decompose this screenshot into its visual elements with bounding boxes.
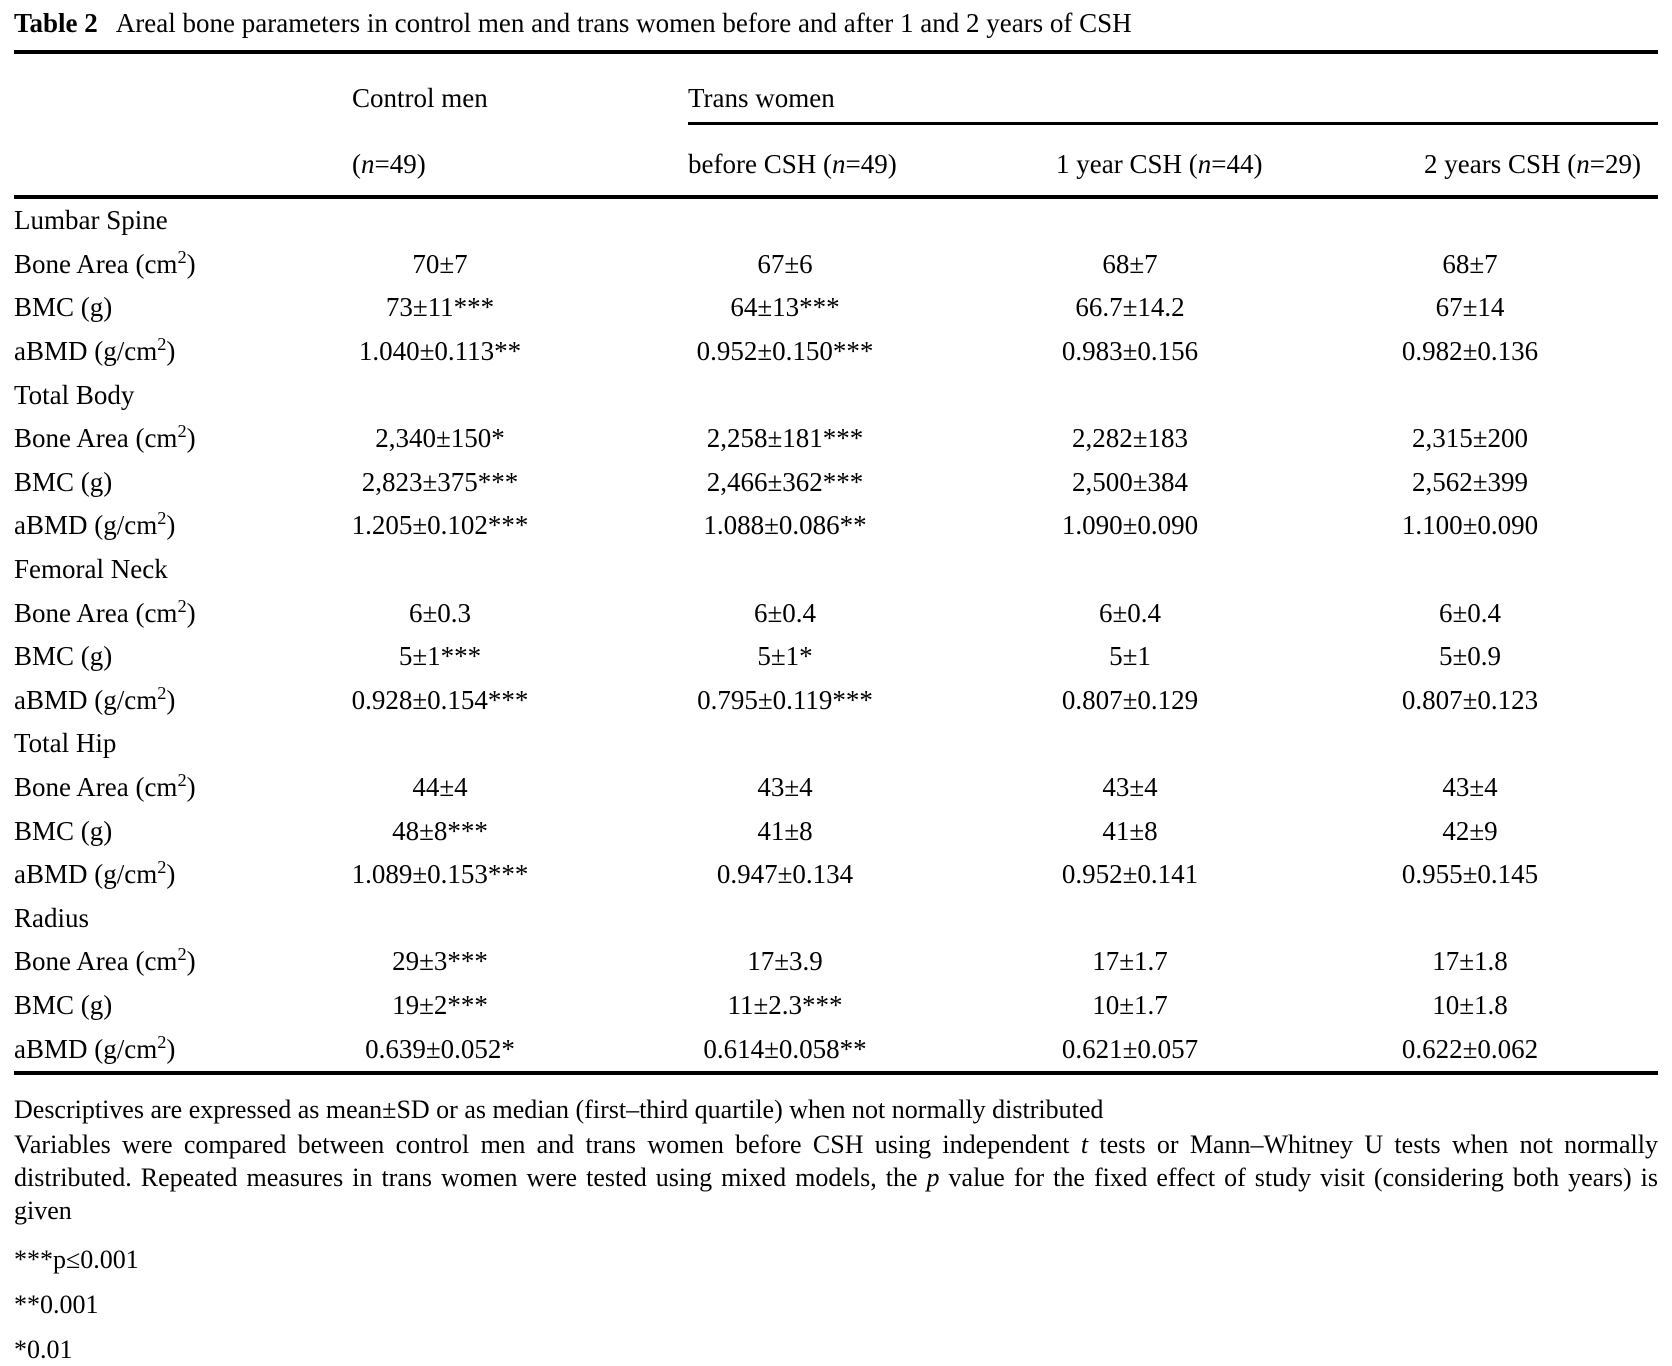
one-year-csh-header: 1 year CSH (n=44) (960, 125, 1300, 197)
cell-value: 0.639±0.052* (270, 1027, 610, 1073)
footnote-statistical-methods: Variables were compared between control men and trans women before CSH using independent t tests or Mann–Whitney U tests when not normally distributed. Repeated measures in trans women were tested using mixed models, the p value for the fixed effect of study visit (considering both years) is given (14, 1129, 1659, 1225)
group-header-row (14, 52, 1658, 125)
cell-value: 42±9 (1442, 815, 1498, 846)
table-row (14, 766, 1658, 810)
trans-women-header-cell (610, 52, 1658, 125)
section-row (14, 548, 1658, 592)
cell-value: 43±4 (1102, 772, 1158, 803)
cell-value: 17±1.7 (1092, 946, 1168, 977)
trans-women-header: Trans women (688, 83, 1658, 125)
empty-header-cell (14, 52, 270, 125)
cell-value: 5±1*** (398, 641, 482, 672)
cell-value: 0.955±0.145 (1401, 859, 1539, 890)
row-label: Bone Area $(cm^2)$ (14, 595, 196, 628)
footnote-p-05: *0.01 (14, 1334, 73, 1364)
cell-value: 2,466±362*** (706, 466, 864, 497)
table-header (14, 52, 1658, 197)
cell-value: 0.928±0.154*** (351, 684, 529, 715)
row-label: BMC (g) (14, 641, 113, 672)
cell-value: 2,282±183 (1071, 423, 1189, 454)
cell-value: 0.982±0.136 (1401, 336, 1539, 367)
cell-value: 2,258±181*** (706, 423, 864, 454)
table-row (14, 461, 1658, 505)
cell-value: 64±13*** (730, 292, 840, 323)
cell-value: 2,315±200 (1411, 423, 1529, 454)
table-footnotes (14, 1093, 1658, 1366)
cell-value: 41±8 (1102, 815, 1158, 846)
cell-value: 44±4 (412, 772, 468, 803)
row-label: BMC (g) (14, 292, 113, 323)
cell-value: 29±3*** (392, 946, 488, 977)
cell-value: 6±0.4 (1438, 597, 1502, 628)
footnote-descriptives: Descriptives are expressed as mean±SD or as median (first–third quartile) when not normally distributed (14, 1094, 1104, 1124)
section-label: Lumbar Spine (14, 205, 168, 236)
cell-value: 41±8 (757, 815, 813, 846)
table-number: Table 2 (14, 8, 98, 38)
table-row (14, 286, 1658, 330)
cell-value: 66.7±14.2 (1075, 292, 1185, 323)
footnote-p-01: **0.001 (14, 1289, 99, 1319)
cell-value: 0.614±0.058** (610, 1027, 960, 1073)
cell-value: 0.795±0.119*** (697, 684, 873, 715)
cell-value: 1.090±0.090 (1061, 510, 1199, 541)
table-caption (14, 6, 1658, 40)
cell-value: 0.621±0.057 (960, 1027, 1300, 1073)
table-row (14, 853, 1658, 897)
cell-value: 68±7 (1442, 248, 1498, 279)
cell-value: 43±4 (1442, 772, 1498, 803)
table-row (14, 940, 1658, 984)
row-label: aBMD $(g/cm^2)$ (14, 508, 176, 541)
cell-value: 68±7 (1102, 248, 1158, 279)
table-row (14, 504, 1658, 548)
cell-value: 17±3.9 (747, 946, 823, 977)
section-label: Radius (14, 902, 90, 933)
cell-value: 19±2*** (392, 989, 488, 1020)
table-row (14, 591, 1658, 635)
subheader-row (14, 125, 1658, 197)
cell-value: 6±0.4 (1098, 597, 1162, 628)
table-body (14, 197, 1658, 1073)
row-label: BMC (g) (14, 466, 113, 497)
section-row (14, 722, 1658, 766)
cell-value: 0.622±0.062 (1300, 1027, 1658, 1073)
cell-value: 0.807±0.123 (1401, 684, 1539, 715)
section-row (14, 197, 1658, 243)
row-label: Bone Area $(cm^2)$ (14, 246, 196, 279)
row-label: aBMD $(g/cm^2)$ (14, 682, 176, 715)
cell-value: 2,500±384 (1071, 466, 1189, 497)
cell-value: 6±0.3 (408, 597, 472, 628)
cell-value: 73±11*** (385, 292, 495, 323)
bone-parameters-table (14, 50, 1658, 1075)
table-row (14, 417, 1658, 461)
section-row (14, 897, 1658, 941)
cell-value: 2,562±399 (1411, 466, 1529, 497)
table-row (14, 243, 1658, 287)
section-label: Total Hip (14, 728, 117, 759)
cell-value: 1.040±0.113** (358, 336, 522, 367)
table-row (14, 330, 1658, 374)
cell-value: 1.100±0.090 (1401, 510, 1539, 541)
table-row (14, 635, 1658, 679)
section-label: Total Body (14, 379, 135, 410)
cell-value: 67±14 (1435, 292, 1505, 323)
cell-value: 17±1.8 (1432, 946, 1508, 977)
cell-value: 10±1.8 (1432, 989, 1508, 1020)
table-row (14, 809, 1658, 853)
cell-value: 10±1.7 (1092, 989, 1168, 1020)
cell-value: 0.807±0.129 (1061, 684, 1199, 715)
cell-value: 0.952±0.141 (1061, 859, 1199, 890)
row-label: aBMD $(g/cm^2)$ (14, 857, 176, 890)
section-label: Femoral Neck (14, 554, 168, 585)
row-label: Bone Area $(cm^2)$ (14, 770, 196, 803)
cell-value: 1.088±0.086** (703, 510, 867, 541)
cell-value: 5±1 (1109, 641, 1151, 672)
table-caption-text: Areal bone parameters in control men and trans women before and after 1 and 2 years of CSH (115, 8, 1132, 38)
control-men-n-header: (n=49) (270, 125, 610, 197)
control-men-header: Control men (352, 83, 488, 113)
row-label: aBMD $(g/cm^2)$ (14, 1027, 270, 1073)
cell-value: 70±7 (412, 248, 468, 279)
cell-value: 5±0.9 (1438, 641, 1502, 672)
table-row (14, 1027, 1658, 1073)
row-label: aBMD $(g/cm^2)$ (14, 334, 176, 367)
cell-value: 1.089±0.153*** (351, 859, 529, 890)
table-row (14, 679, 1658, 723)
cell-value: 2,340±150* (375, 423, 505, 454)
row-label: BMC (g) (14, 989, 113, 1020)
cell-value: 6±0.4 (753, 597, 817, 628)
footnote-p-001: ***p≤0.001 (14, 1244, 139, 1274)
table-row (14, 984, 1658, 1028)
empty-header-cell (14, 125, 270, 197)
section-row (14, 373, 1658, 417)
cell-value: 67±6 (757, 248, 813, 279)
cell-value: 0.983±0.156 (1061, 336, 1199, 367)
cell-value: 2,823±375*** (361, 466, 519, 497)
row-label: Bone Area $(cm^2)$ (14, 944, 196, 977)
row-label: Bone Area $(cm^2)$ (14, 421, 196, 454)
cell-value: 11±2.3*** (727, 989, 843, 1020)
cell-value: 43±4 (757, 772, 813, 803)
cell-value: 5±1* (757, 641, 813, 672)
row-label: BMC (g) (14, 815, 113, 846)
cell-value: 1.205±0.102*** (351, 510, 529, 541)
cell-value: 0.952±0.150*** (696, 336, 874, 367)
before-csh-header: before CSH (n=49) (610, 125, 960, 197)
two-years-csh-header: 2 years CSH (n=29) (1300, 125, 1658, 197)
cell-value: 48±8*** (392, 815, 488, 846)
cell-value: 0.947±0.134 (716, 859, 854, 890)
